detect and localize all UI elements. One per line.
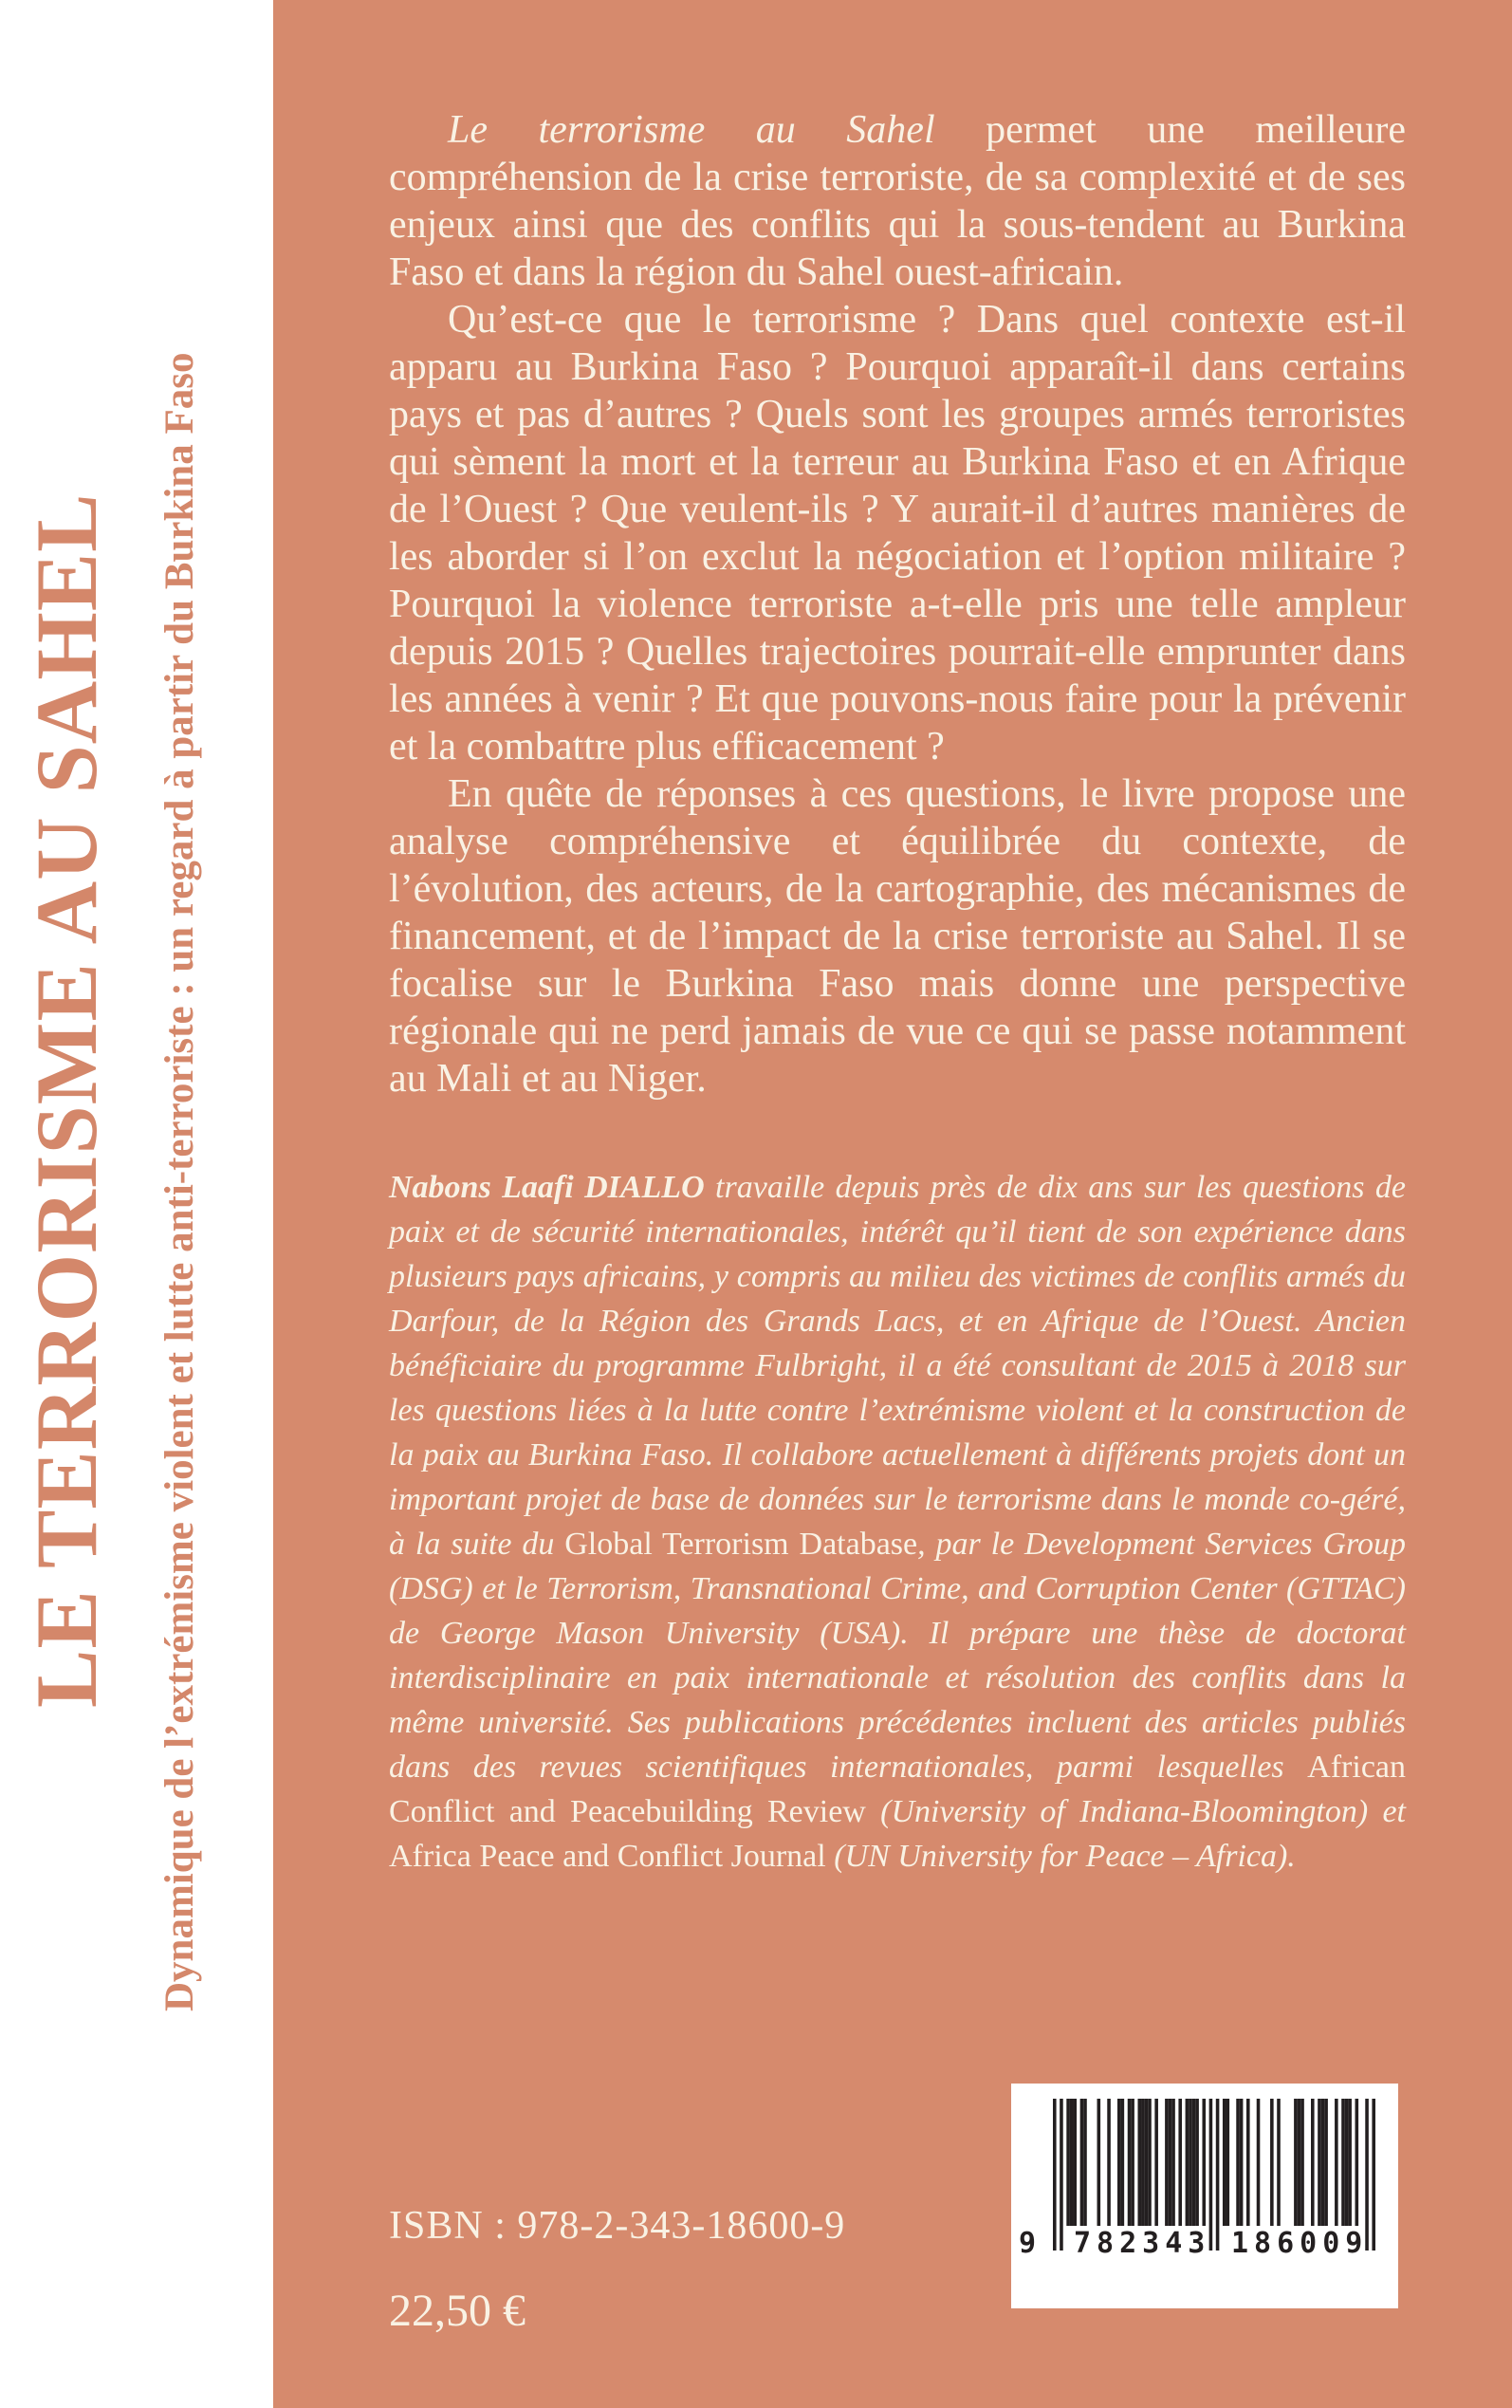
barcode xyxy=(1011,2084,1398,2308)
text-segment: Nabons Laafi DIALLO xyxy=(389,1170,716,1205)
text-segment: Qu’est-ce que le terrorisme ? Dans quel contexte est-il apparu au Burkina Faso ? Pourquoi apparaît-il dans certains pays et pas d’autres ? Quels sont les groupes armés terroristes qui sèment la mort et la terreur au Burkina Faso et en Afrique de l’Ouest ? Que veulent-ils ? Y aurait-il d’autres manières de les aborder si l’on exclut la négociation et l’option militaire ? Pourquoi la violence terroriste a-t-elle pris une telle ampleur depuis 2015 ? Quelles trajectoires pourrait-elle emprunter dans les années à venir ? Et que pouvons-nous faire pour la prévenir et la combattre plus efficacement ? xyxy=(389,298,1406,769)
book-description xyxy=(389,106,1406,1102)
spine-title: LE TERRORISME AU SAHEL xyxy=(18,492,115,1708)
text-segment: Africa Peace and Conflict Journal xyxy=(389,1839,826,1874)
text-segment: travaille depuis près de dix ans sur les questions de paix et de sécurité internationales, intérêt qu’il tient de son expérience dans plusieurs pays africains, y compris au milieu des victimes de conflits armés du Darfour, de la Région des Grands Lacs, et en Afrique de l’Ouest. Ancien bénéficiaire du programme Fulbright, il a été consultant de 2015 à 2018 sur les questions liées à la lutte contre l’extrémisme violent et la construction de la paix au Burkina Faso. Il collabore actuellement à différents projets dont un important projet de base de données sur le terrorisme dans le monde co-géré, à la suite du xyxy=(389,1170,1406,1562)
back-cover-panel xyxy=(273,0,1512,2408)
text-segment: Le terrorisme au Sahel xyxy=(448,108,986,152)
text-segment: African Conflict and Peacebuilding Review xyxy=(389,1750,1406,1829)
text-segment: (UN University for Peace – Africa). xyxy=(825,1839,1296,1874)
spine-subtitle: Dynamique de l’extrémisme violent et lutte anti-terroriste : un regard à partir du Burkina Faso xyxy=(157,352,202,2011)
text-segment: En quête de réponses à ces questions, le livre propose une analyse compréhensive et équilibrée du contexte, de l’évolution, des acteurs, de la cartographie, des mécanismes de financement, et de l’impact de la crise terroriste au Sahel. Il se focalise sur le Burkina Faso mais donne une perspective régionale qui ne perd jamais de vue ce qui se passe notamment au Mali et au Niger. xyxy=(389,772,1406,1101)
text-segment: , par le Development Services Group (DSG) et le Terrorism, Transnational Crime, and Corruption Center (GTTAC) de George Mason University (USA). Il prépare une thèse de doctorat interdisciplinaire en paix internationale et résolution des conflits dans la même université. Ses publications précédentes incluent des articles publiés dans des revues scientifiques internationales, parmi lesquelles xyxy=(389,1527,1406,1785)
description-paragraph-3 xyxy=(389,770,1406,1102)
text-segment: Global Terrorism Database xyxy=(564,1527,918,1562)
isbn-text: ISBN : 978-2-343-18600-9 xyxy=(389,2204,846,2248)
description-paragraph-2 xyxy=(389,296,1406,770)
price-text: 22,50 € xyxy=(389,2286,526,2336)
barcode-digits-left: 782343 xyxy=(1068,2226,1207,2262)
spine-strip xyxy=(0,0,273,2408)
barcode-digit-first: 9 xyxy=(1019,2227,1037,2260)
author-bio xyxy=(389,1165,1406,1879)
barcode-digits-right: 186009 xyxy=(1226,2226,1364,2262)
text-segment: permet une meilleure compréhension de la crise terroriste, de sa complexité et de ses enjeux ainsi que des conflits qui la sous-tendent au Burkina Faso et dans la région du Sahel ouest-africain. xyxy=(389,108,1406,294)
text-segment: (University of Indiana-Bloomington) et xyxy=(865,1794,1406,1829)
description-paragraph-1 xyxy=(389,106,1406,296)
